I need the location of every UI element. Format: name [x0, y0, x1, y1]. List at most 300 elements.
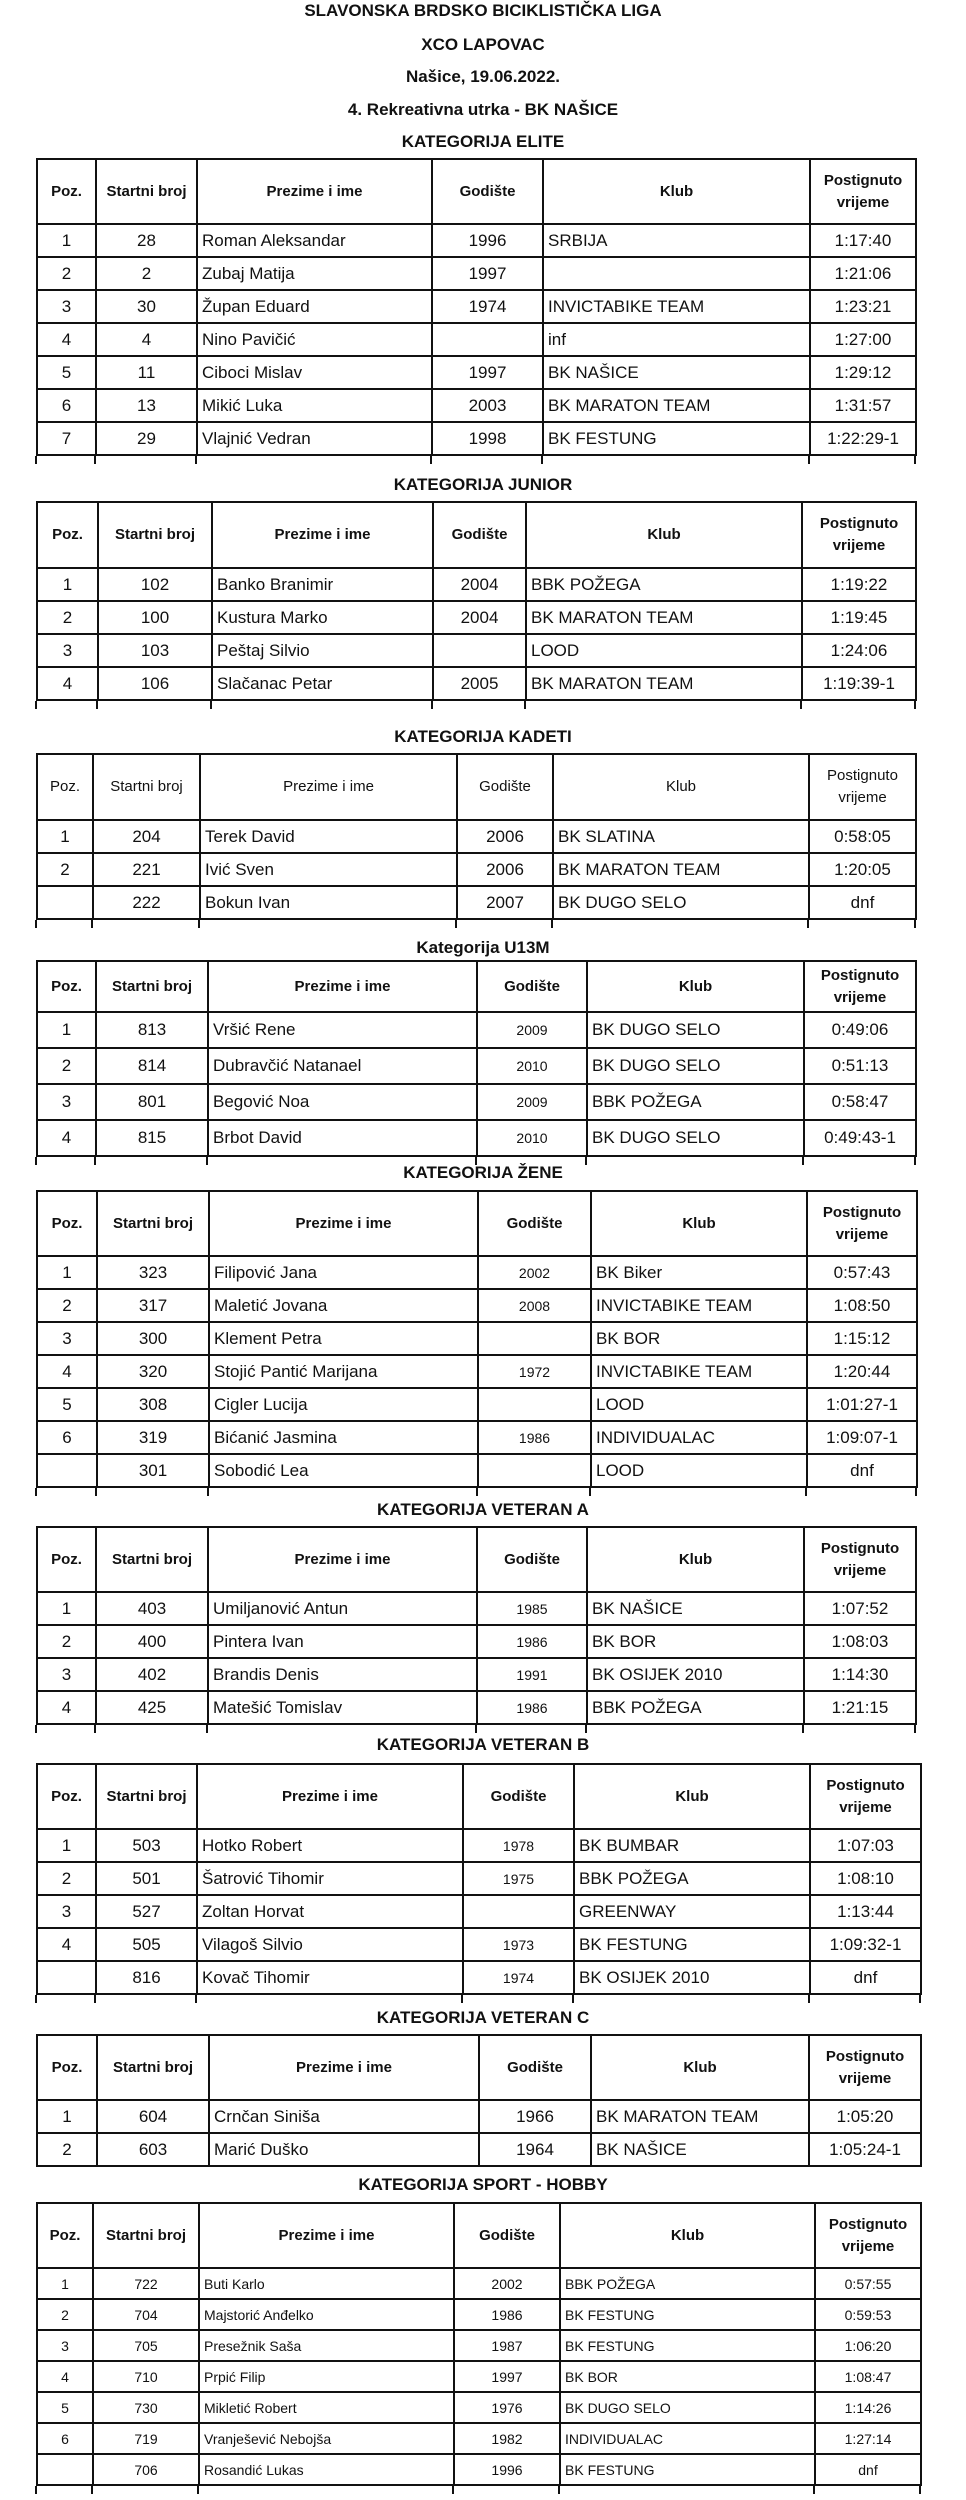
- position-cell: 3: [37, 1084, 96, 1120]
- name-cell: Terek David: [200, 820, 457, 853]
- name-cell: Zoltan Horvat: [197, 1895, 463, 1928]
- start-number-cell: 425: [96, 1691, 208, 1724]
- position-cell: 4: [37, 1928, 96, 1961]
- birth-year-cell: 1974: [432, 290, 543, 323]
- table-row: [37, 1961, 921, 1994]
- name-cell: Zubaj Matija: [197, 257, 432, 290]
- column-header-prezime-ime: Prezime i ime: [208, 1527, 477, 1592]
- tick-mark: [914, 920, 916, 928]
- column-header-time: [807, 1191, 917, 1256]
- birth-year-cell: 1976: [454, 2392, 560, 2423]
- club-cell: BBK POŽEGA: [560, 2268, 815, 2299]
- tick-mark: [452, 2486, 454, 2494]
- column-header-klub: Klub: [587, 1527, 804, 1592]
- birth-year-cell: 2009: [477, 1012, 587, 1048]
- table-row: [37, 2100, 921, 2133]
- tick-mark: [915, 1488, 917, 1496]
- birth-year-cell: [478, 1388, 591, 1421]
- column-header-time-line1: Postignuto: [827, 767, 898, 784]
- table-row: [37, 1454, 917, 1487]
- position-cell: 1: [37, 2268, 93, 2299]
- column-header-klub: Klub: [587, 961, 804, 1012]
- position-cell: 2: [37, 2299, 93, 2330]
- tick-mark: [207, 1488, 209, 1496]
- club-cell: BK DUGO SELO: [587, 1120, 804, 1156]
- birth-year-cell: 1997: [432, 257, 543, 290]
- column-header-poz: Poz.: [37, 754, 93, 820]
- column-header-startni-broj: Startni broj: [93, 2203, 199, 2268]
- name-cell: Župan Eduard: [197, 290, 432, 323]
- column-header-prezime-ime: Prezime i ime: [200, 754, 457, 820]
- tick-mark: [589, 1488, 591, 1496]
- time-cell: dnf: [809, 886, 916, 919]
- event-title: 4. Rekreativna utrka - BK NAŠICE: [347, 100, 619, 119]
- club-cell: BBK POŽEGA: [574, 1862, 810, 1895]
- club-cell: BK OSIJEK 2010: [587, 1658, 804, 1691]
- position-cell: 2: [37, 1289, 97, 1322]
- time-cell: 0:57:55: [815, 2268, 921, 2299]
- position-cell: 3: [37, 1322, 97, 1355]
- name-cell: Majstorić Anđelko: [199, 2299, 454, 2330]
- category-title: KATEGORIJA VETERAN B: [376, 1735, 590, 1754]
- table-row: [37, 1658, 916, 1691]
- column-header-godiste: Godište: [432, 159, 543, 224]
- position-cell: 4: [37, 2361, 93, 2392]
- club-cell: BK NAŠICE: [543, 356, 810, 389]
- name-cell: Banko Branimir: [212, 568, 433, 601]
- birth-year-cell: 2008: [478, 1289, 591, 1322]
- name-cell: Crnčan Siniša: [209, 2100, 479, 2133]
- name-cell: Mikletić Robert: [199, 2392, 454, 2423]
- column-header-klub: Klub: [591, 1191, 807, 1256]
- start-number-cell: 704: [93, 2299, 199, 2330]
- start-number-cell: 730: [93, 2392, 199, 2423]
- birth-year-cell: [433, 634, 526, 667]
- position-cell: 1: [37, 820, 93, 853]
- start-number-cell: 28: [96, 224, 197, 257]
- time-cell: 1:19:45: [802, 601, 916, 634]
- start-number-cell: 29: [96, 422, 197, 455]
- tick-mark: [807, 920, 809, 928]
- club-cell: BK FESTUNG: [543, 422, 810, 455]
- club-cell: BK BOR: [587, 1625, 804, 1658]
- start-number-cell: 222: [93, 886, 200, 919]
- position-cell: 1: [37, 1012, 96, 1048]
- table-row: [37, 422, 916, 455]
- column-header-poz: Poz.: [37, 502, 98, 568]
- tick-mark: [195, 456, 197, 464]
- tick-mark: [198, 920, 200, 928]
- race-title: XCO LAPOVAC: [421, 35, 545, 54]
- position-cell: 5: [37, 1388, 97, 1421]
- club-cell: INDIVIDUALAC: [560, 2423, 815, 2454]
- time-cell: 1:08:50: [807, 1289, 917, 1322]
- results-table: [36, 753, 917, 920]
- time-cell: 0:49:06: [804, 1012, 916, 1048]
- column-header-prezime-ime: Prezime i ime: [209, 2035, 479, 2100]
- club-cell: BK FESTUNG: [560, 2299, 815, 2330]
- table-continuation-ticks: [0, 701, 966, 709]
- name-cell: Nino Pavičić: [197, 323, 432, 356]
- tick-mark: [95, 1488, 97, 1496]
- table-row: [37, 1012, 916, 1048]
- name-cell: Pintera Ivan: [208, 1625, 477, 1658]
- table-continuation-ticks: [0, 1488, 966, 1496]
- results-table: [36, 2034, 922, 2167]
- time-cell: 1:14:26: [815, 2392, 921, 2423]
- tick-mark: [431, 701, 433, 709]
- club-cell: BK BOR: [591, 1322, 807, 1355]
- club-cell: BK MARATON TEAM: [526, 601, 802, 634]
- time-cell: 0:57:43: [807, 1256, 917, 1289]
- table-row: [37, 2361, 921, 2392]
- tick-mark: [800, 701, 802, 709]
- time-cell: 1:07:52: [804, 1592, 916, 1625]
- tick-mark: [808, 1995, 810, 2003]
- start-number-cell: 2: [96, 257, 197, 290]
- start-number-cell: 705: [93, 2330, 199, 2361]
- column-header-prezime-ime: Prezime i ime: [199, 2203, 454, 2268]
- table-row: [37, 290, 916, 323]
- column-header-godiste: Godište: [479, 2035, 591, 2100]
- column-header-klub: Klub: [574, 1764, 810, 1829]
- time-cell: 1:13:44: [810, 1895, 921, 1928]
- name-cell: Roman Aleksandar: [197, 224, 432, 257]
- start-number-cell: 527: [96, 1895, 197, 1928]
- club-cell: BK MARATON TEAM: [553, 853, 809, 886]
- time-cell: dnf: [810, 1961, 921, 1994]
- table-header-row: [37, 2203, 921, 2268]
- table-row: [37, 1691, 916, 1724]
- tick-mark: [572, 1995, 574, 2003]
- column-header-time-line1: Postignuto: [825, 2047, 905, 2065]
- results-table: [36, 1763, 922, 1995]
- club-cell: LOOD: [526, 634, 802, 667]
- column-header-time-line2: vrijeme: [833, 1561, 887, 1579]
- category-title: KATEGORIJA VETERAN A: [377, 1500, 589, 1519]
- club-cell: BK BUMBAR: [574, 1829, 810, 1862]
- start-number-cell: 505: [96, 1928, 197, 1961]
- birth-year-cell: 1991: [477, 1658, 587, 1691]
- tick-mark: [35, 701, 37, 709]
- tick-mark: [476, 1488, 478, 1496]
- results-table: [36, 2202, 922, 2486]
- name-cell: Brbot David: [208, 1120, 477, 1156]
- table-row: [37, 886, 916, 919]
- position-cell: 2: [37, 1625, 96, 1658]
- category-title: KATEGORIJA ELITE: [401, 132, 565, 151]
- club-cell: BK DUGO SELO: [560, 2392, 815, 2423]
- start-number-cell: 106: [98, 667, 212, 700]
- time-cell: 1:05:24-1: [809, 2133, 921, 2166]
- name-cell: Begović Noa: [208, 1084, 477, 1120]
- column-header-time-line2: vrijeme: [835, 1225, 889, 1243]
- birth-year-cell: 1975: [463, 1862, 574, 1895]
- time-cell: 1:06:20: [815, 2330, 921, 2361]
- start-number-cell: 4: [96, 323, 197, 356]
- table-row: [37, 389, 916, 422]
- club-cell: BK NAŠICE: [587, 1592, 804, 1625]
- start-number-cell: 320: [97, 1355, 209, 1388]
- position-cell: 2: [37, 853, 93, 886]
- club-cell: BK DUGO SELO: [587, 1012, 804, 1048]
- tick-mark: [805, 1488, 807, 1496]
- time-cell: 1:31:57: [810, 389, 916, 422]
- column-header-time-line1: Postignuto: [823, 171, 903, 189]
- club-cell: BK NAŠICE: [591, 2133, 809, 2166]
- results-table: [36, 501, 917, 701]
- time-cell: 0:58:05: [809, 820, 916, 853]
- position-cell: 2: [37, 1862, 96, 1895]
- column-header-time: [804, 961, 916, 1012]
- position-cell: 4: [37, 323, 96, 356]
- table-row: [37, 2454, 921, 2485]
- column-header-godiste: Godište: [478, 1191, 591, 1256]
- name-cell: Vranješević Nebojša: [199, 2423, 454, 2454]
- time-cell: 1:17:40: [810, 224, 916, 257]
- column-header-time: [810, 159, 916, 224]
- column-header-poz: Poz.: [37, 1764, 96, 1829]
- column-header-time-line1: Postignuto: [819, 515, 899, 532]
- tick-mark: [35, 920, 37, 928]
- position-cell: 4: [37, 1691, 96, 1724]
- start-number-cell: 501: [96, 1862, 197, 1895]
- birth-year-cell: 1987: [454, 2330, 560, 2361]
- column-header-time-line2: vrijeme: [841, 2237, 895, 2255]
- table-header-row: [37, 1191, 917, 1256]
- column-header-time: [802, 502, 916, 568]
- column-header-startni-broj: Startni broj: [97, 2035, 209, 2100]
- tick-mark: [197, 2486, 199, 2494]
- birth-year-cell: 1985: [477, 1592, 587, 1625]
- name-cell: Maletić Jovana: [209, 1289, 478, 1322]
- club-cell: inf: [543, 323, 810, 356]
- time-cell: 1:27:14: [815, 2423, 921, 2454]
- tick-mark: [455, 920, 457, 928]
- birth-year-cell: 1996: [454, 2454, 560, 2485]
- position-cell: 3: [37, 1895, 96, 1928]
- tick-mark: [94, 456, 96, 464]
- name-cell: Hotko Robert: [197, 1829, 463, 1862]
- time-cell: 1:24:06: [802, 634, 916, 667]
- table-row: [37, 853, 916, 886]
- club-cell: SRBIJA: [543, 224, 810, 257]
- birth-year-cell: 2010: [477, 1120, 587, 1156]
- time-cell: 1:09:07-1: [807, 1421, 917, 1454]
- table-header-row: [37, 502, 916, 568]
- start-number-cell: 204: [93, 820, 200, 853]
- results-table: [36, 1190, 918, 1488]
- time-cell: 1:08:10: [810, 1862, 921, 1895]
- club-cell: BK BOR: [560, 2361, 815, 2392]
- time-cell: dnf: [807, 1454, 917, 1487]
- time-cell: 1:19:39-1: [802, 667, 916, 700]
- time-cell: 1:07:03: [810, 1829, 921, 1862]
- league-title: SLAVONSKA BRDSKO BICIKLISTIČKA LIGA: [304, 1, 662, 20]
- column-header-godiste: Godište: [457, 754, 553, 820]
- position-cell: [37, 1961, 96, 1994]
- time-cell: 1:22:29-1: [810, 422, 916, 455]
- table-continuation-ticks: [0, 2486, 966, 2494]
- tick-mark: [94, 1995, 96, 2003]
- birth-year-cell: 1986: [478, 1421, 591, 1454]
- column-header-klub: Klub: [543, 159, 810, 224]
- time-cell: 1:08:47: [815, 2361, 921, 2392]
- birth-year-cell: 1997: [432, 356, 543, 389]
- tick-mark: [808, 456, 810, 464]
- birth-year-cell: 1986: [477, 1625, 587, 1658]
- tick-mark: [813, 2486, 815, 2494]
- position-cell: 6: [37, 389, 96, 422]
- start-number-cell: 102: [98, 568, 212, 601]
- tick-mark: [585, 1725, 587, 1733]
- column-header-startni-broj: Startni broj: [96, 961, 208, 1012]
- tick-mark: [914, 1725, 916, 1733]
- start-number-cell: 300: [97, 1322, 209, 1355]
- birth-year-cell: 2006: [457, 820, 553, 853]
- name-cell: Marić Duško: [209, 2133, 479, 2166]
- tick-mark: [914, 701, 916, 709]
- time-cell: 0:49:43-1: [804, 1120, 916, 1156]
- name-cell: Sobodić Lea: [209, 1454, 478, 1487]
- start-number-cell: 308: [97, 1388, 209, 1421]
- start-number-cell: 301: [97, 1454, 209, 1487]
- name-cell: Brandis Denis: [208, 1658, 477, 1691]
- start-number-cell: 100: [98, 601, 212, 634]
- start-number-cell: 400: [96, 1625, 208, 1658]
- birth-year-cell: 2010: [477, 1048, 587, 1084]
- table-row: [37, 1928, 921, 1961]
- birth-year-cell: 2005: [433, 667, 526, 700]
- club-cell: BK DUGO SELO: [553, 886, 809, 919]
- category-title: Kategorija U13M: [416, 938, 550, 957]
- start-number-cell: 814: [96, 1048, 208, 1084]
- tick-mark: [35, 1995, 37, 2003]
- column-header-poz: Poz.: [37, 1527, 96, 1592]
- club-cell: LOOD: [591, 1388, 807, 1421]
- tick-mark: [35, 456, 37, 464]
- position-cell: 2: [37, 601, 98, 634]
- club-cell: GREENWAY: [574, 1895, 810, 1928]
- category-title: KATEGORIJA SPORT - HOBBY: [358, 2175, 608, 2194]
- time-cell: 1:29:12: [810, 356, 916, 389]
- tick-mark: [475, 1725, 477, 1733]
- time-cell: 0:59:53: [815, 2299, 921, 2330]
- tick-mark: [558, 2486, 560, 2494]
- time-cell: 1:14:30: [804, 1658, 916, 1691]
- table-header-row: [37, 754, 916, 820]
- position-cell: [37, 1454, 97, 1487]
- position-cell: 1: [37, 568, 98, 601]
- table-row: [37, 2330, 921, 2361]
- name-cell: Umiljanović Antun: [208, 1592, 477, 1625]
- position-cell: [37, 886, 93, 919]
- tick-mark: [541, 456, 543, 464]
- position-cell: 1: [37, 1829, 96, 1862]
- column-header-godiste: Godište: [477, 1527, 587, 1592]
- club-cell: BK MARATON TEAM: [543, 389, 810, 422]
- position-cell: 3: [37, 290, 96, 323]
- table-row: [37, 1592, 916, 1625]
- column-header-godiste: Godište: [463, 1764, 574, 1829]
- table-row: [37, 1388, 917, 1421]
- column-header-klub: Klub: [591, 2035, 809, 2100]
- position-cell: [37, 2454, 93, 2485]
- club-cell: BK DUGO SELO: [587, 1048, 804, 1084]
- position-cell: 1: [37, 1592, 96, 1625]
- start-number-cell: 103: [98, 634, 212, 667]
- birth-year-cell: 1974: [463, 1961, 574, 1994]
- birth-year-cell: 1978: [463, 1829, 574, 1862]
- column-header-time: [804, 1527, 916, 1592]
- column-header-prezime-ime: Prezime i ime: [212, 502, 433, 568]
- time-cell: 1:21:06: [810, 257, 916, 290]
- column-header-poz: Poz.: [37, 2203, 93, 2268]
- table-continuation-ticks: [0, 920, 966, 928]
- table-row: [37, 1256, 917, 1289]
- start-number-cell: 816: [96, 1961, 197, 1994]
- start-number-cell: 815: [96, 1120, 208, 1156]
- club-cell: INDIVIDUALAC: [591, 1421, 807, 1454]
- table-header-row: [37, 1764, 921, 1829]
- name-cell: Šatrović Tihomir: [197, 1862, 463, 1895]
- birth-year-cell: 1964: [479, 2133, 591, 2166]
- tick-mark: [96, 701, 98, 709]
- birth-year-cell: 2004: [433, 568, 526, 601]
- column-header-poz: Poz.: [37, 961, 96, 1012]
- tick-mark: [35, 1725, 37, 1733]
- name-cell: Prpić Filip: [199, 2361, 454, 2392]
- birth-year-cell: 2006: [457, 853, 553, 886]
- category-title: KATEGORIJA JUNIOR: [393, 475, 573, 494]
- table-header-row: [37, 2035, 921, 2100]
- birth-year-cell: [432, 323, 543, 356]
- name-cell: Klement Petra: [209, 1322, 478, 1355]
- birth-year-cell: [478, 1322, 591, 1355]
- name-cell: Peštaj Silvio: [212, 634, 433, 667]
- name-cell: Vilagoš Silvio: [197, 1928, 463, 1961]
- tick-mark: [524, 701, 526, 709]
- column-header-klub: Klub: [553, 754, 809, 820]
- table-row: [37, 1355, 917, 1388]
- column-header-time-line2: vrijeme: [836, 193, 890, 211]
- start-number-cell: 13: [96, 389, 197, 422]
- birth-year-cell: 2002: [478, 1256, 591, 1289]
- tick-mark: [206, 1725, 208, 1733]
- column-header-startni-broj: Startni broj: [93, 754, 200, 820]
- name-cell: Matešić Tomislav: [208, 1691, 477, 1724]
- table-row: [37, 356, 916, 389]
- start-number-cell: 503: [96, 1829, 197, 1862]
- birth-year-cell: 1986: [454, 2299, 560, 2330]
- column-header-time-line2: vrijeme: [839, 1798, 892, 1816]
- position-cell: 1: [37, 1256, 97, 1289]
- start-number-cell: 402: [96, 1658, 208, 1691]
- name-cell: Ciboci Mislav: [197, 356, 432, 389]
- start-number-cell: 319: [97, 1421, 209, 1454]
- club-cell: BBK POŽEGA: [587, 1084, 804, 1120]
- table-continuation-ticks: [0, 456, 966, 464]
- category-title: KATEGORIJA KADETI: [394, 727, 572, 746]
- table-row: [37, 601, 916, 634]
- tick-mark: [430, 456, 432, 464]
- column-header-startni-broj: Startni broj: [96, 1527, 208, 1592]
- time-cell: 1:09:32-1: [810, 1928, 921, 1961]
- club-cell: BK MARATON TEAM: [591, 2100, 809, 2133]
- name-cell: Slačanac Petar: [212, 667, 433, 700]
- table-row: [37, 1625, 916, 1658]
- club-cell: BK FESTUNG: [560, 2454, 815, 2485]
